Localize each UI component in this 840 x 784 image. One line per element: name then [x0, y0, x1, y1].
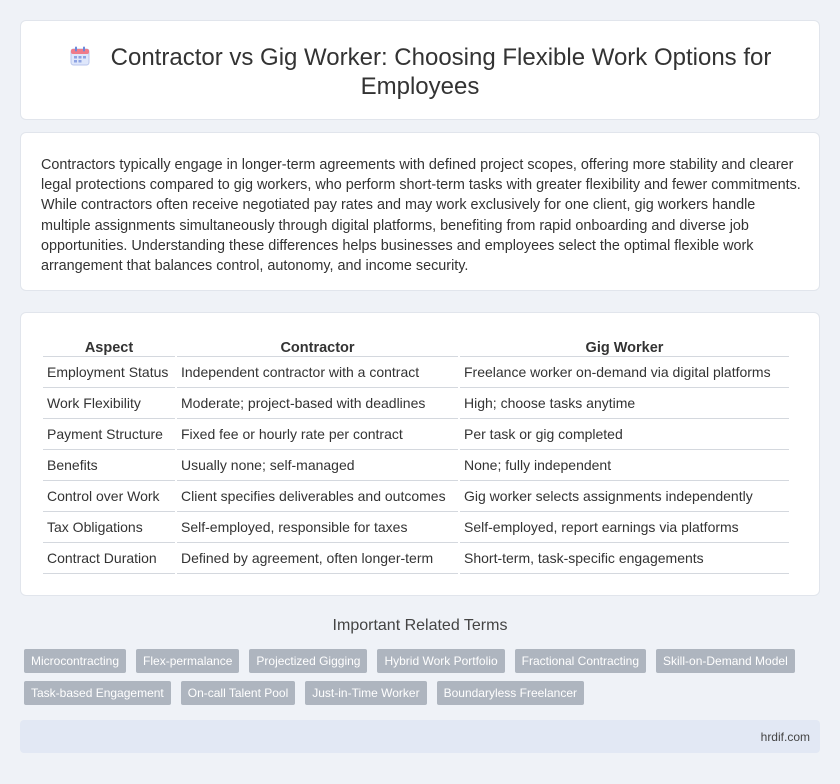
table-row	[43, 512, 789, 543]
column-header-contractor: Contractor	[177, 335, 458, 357]
table-cell: Benefits	[43, 450, 175, 481]
table-row	[43, 357, 789, 388]
table-cell: Contract Duration	[43, 543, 175, 574]
table-cell: Independent contractor with a contract	[177, 357, 458, 388]
table-cell: Payment Structure	[43, 419, 175, 450]
table-cell: Usually none; self-managed	[177, 450, 458, 481]
table-cell: High; choose tasks anytime	[460, 388, 789, 419]
table-cell: Per task or gig completed	[460, 419, 789, 450]
table-cell: Gig worker selects assignments independently	[460, 481, 789, 512]
related-term-tag[interactable]: Fractional Contracting	[515, 649, 646, 673]
column-header-gig-worker: Gig Worker	[460, 335, 789, 357]
comparison-table-card	[20, 312, 820, 596]
table-row	[43, 419, 789, 450]
header-card	[20, 20, 820, 120]
table-cell: Employment Status	[43, 357, 175, 388]
intro-card	[20, 132, 820, 291]
table-cell: None; fully independent	[460, 450, 789, 481]
table-cell: Short-term, task-specific engagements	[460, 543, 789, 574]
related-term-tag[interactable]: Just-in-Time Worker	[305, 681, 426, 705]
table-cell: Moderate; project-based with deadlines	[177, 388, 458, 419]
related-terms-list	[24, 649, 819, 705]
calendar-icon	[69, 45, 91, 67]
related-term-tag[interactable]: Task-based Engagement	[24, 681, 171, 705]
related-term-tag[interactable]: Projectized Gigging	[249, 649, 367, 673]
footer-site-link[interactable]: hrdif.com	[760, 730, 810, 744]
intro-paragraph: Contractors typically engage in longer-term agreements with defined project scopes, offering more stability and clearer legal protections compared to gig workers, who perform short-term tasks with greater flexibility and fewer commitments. While contractors often receive negotiated pay rates and may work exclusively for one client, gig workers handle multiple assignments simultaneously through digital platforms, benefiting from rapid onboarding and diverse job opportunities. Understanding these differences helps businesses and employees select the optimal flexible work arrangement that balances control, autonomy, and income security.	[41, 157, 801, 275]
table-row	[43, 543, 789, 574]
related-term-tag[interactable]: On-call Talent Pool	[181, 681, 296, 705]
table-cell: Client specifies deliverables and outcomes	[177, 481, 458, 512]
table-header-row	[43, 335, 789, 357]
table-body	[43, 357, 789, 574]
table-cell: Control over Work	[43, 481, 175, 512]
comparison-table	[41, 335, 791, 574]
column-header-aspect: Aspect	[43, 335, 175, 357]
table-cell: Defined by agreement, often longer-term	[177, 543, 458, 574]
related-term-tag[interactable]: Microcontracting	[24, 649, 126, 673]
table-cell: Work Flexibility	[43, 388, 175, 419]
related-term-tag[interactable]: Skill-on-Demand Model	[656, 649, 795, 673]
table-row	[43, 481, 789, 512]
table-row	[43, 450, 789, 481]
table-cell: Freelance worker on-demand via digital platforms	[460, 357, 789, 388]
table-cell: Self-employed, responsible for taxes	[177, 512, 458, 543]
page-title-wrap	[21, 43, 819, 101]
related-term-tag[interactable]: Flex-permalance	[136, 649, 239, 673]
related-term-tag[interactable]: Hybrid Work Portfolio	[377, 649, 504, 673]
related-term-tag[interactable]: Boundaryless Freelancer	[437, 681, 584, 705]
footer	[20, 720, 820, 753]
table-cell: Tax Obligations	[43, 512, 175, 543]
table-row	[43, 388, 789, 419]
table-cell: Fixed fee or hourly rate per contract	[177, 419, 458, 450]
related-terms-title: Important Related Terms	[332, 617, 508, 634]
table-cell: Self-employed, report earnings via platforms	[460, 512, 789, 543]
page-title: Contractor vs Gig Worker: Choosing Flexible Work Options for Employees	[110, 44, 772, 100]
